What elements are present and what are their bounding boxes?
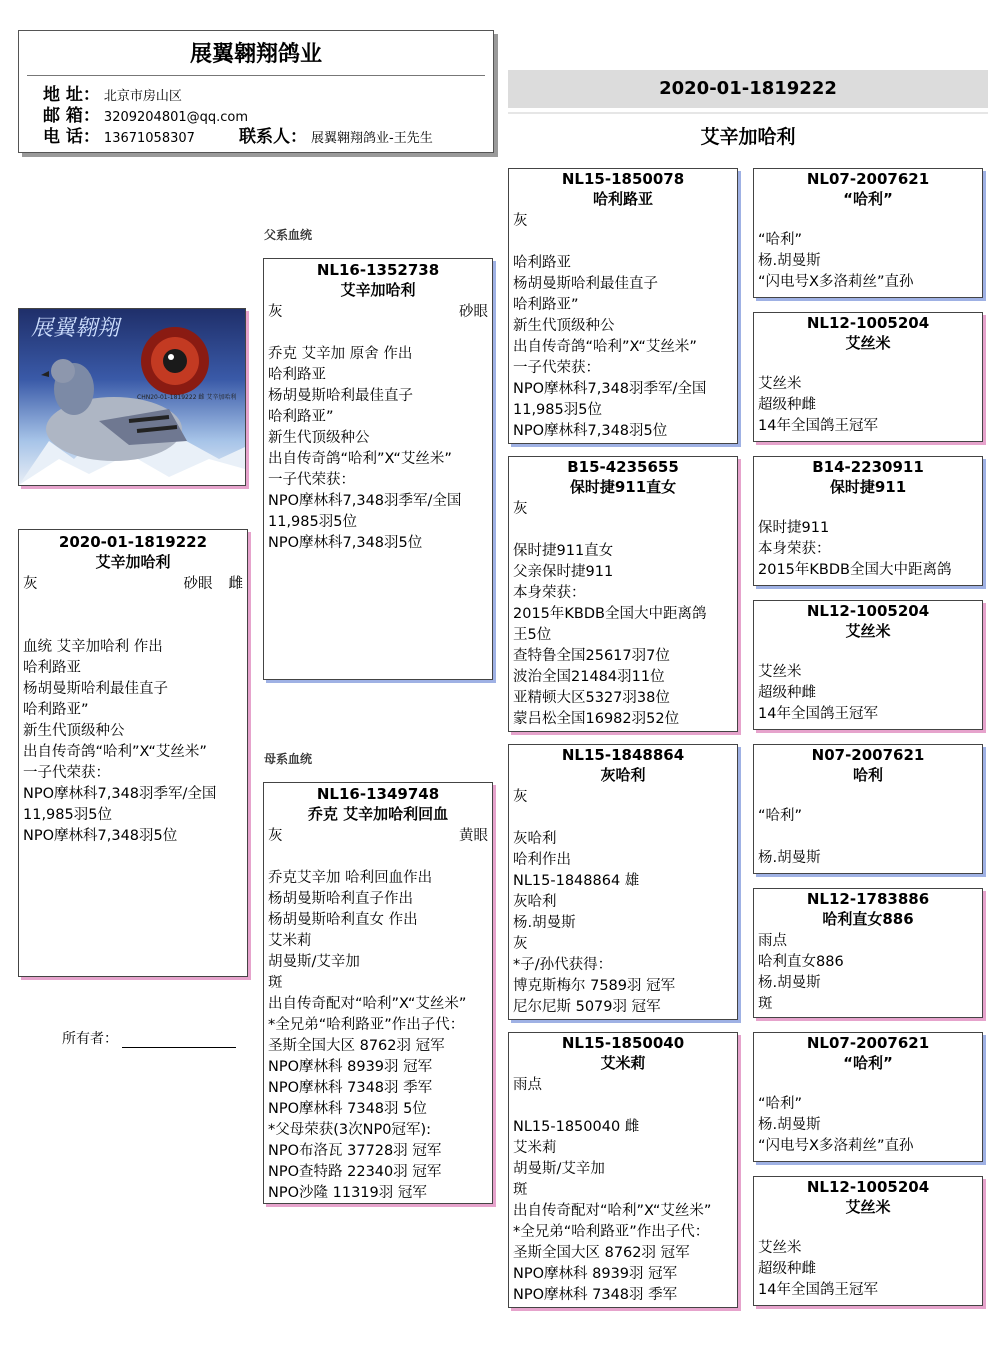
note-line: 保时捷911 [758,520,830,536]
note-line: 圣斯全国大区 8762羽 冠军 [268,1038,445,1054]
note-line: 超级种雌 [758,397,816,413]
note-line: 尼尔尼斯 5079羽 冠军 [513,999,661,1015]
subject-ring: 2020-01-1819222 [58,533,208,551]
note-line: 14年全国鸽王冠军 [758,1282,878,1298]
note-line: 哈利路亚” [23,702,89,718]
ggp-ring: NL12-1005204 [806,1178,930,1196]
note-line: “哈利” [758,232,803,248]
note-line: 圣斯全国大区 8762羽 冠军 [513,1245,690,1261]
photo-caption: CHN20-01-1819222 雌 艾辛加哈利 [137,394,237,401]
note-line: 杨胡曼斯哈利最佳直子 [23,681,168,697]
great-grandparent-card-2 [753,312,983,442]
note-line: 出自传奇鸽“哈利”X“艾丝米” [23,744,207,760]
dam-card [263,782,493,1204]
note-line: 血统 艾辛加哈利 作出 [23,639,163,655]
note-line: 蒙吕松全国16982羽52位 [513,711,680,727]
note-line: 博克斯梅尔 7589羽 冠军 [513,978,676,994]
great-grandparent-card-6 [753,888,983,1018]
note-line: 14年全国鸽王冠军 [758,418,878,434]
note-line: 杨胡曼斯哈利直子作出 [268,891,413,907]
sire-notes [264,344,492,554]
owner-signature-line[interactable] [122,1033,236,1048]
note-line: 新生代顶级种公 [268,430,370,446]
great-grandparent-card-7 [753,1032,983,1162]
address-label: 地 址： [43,85,100,105]
note-line: *父母荣获(3次NP0冠军): [268,1122,431,1138]
ggp-ring: N07-2007621 [811,746,925,764]
note-line: 亚精顿大区5327羽38位 [513,690,670,706]
note-line: 艾丝米 [758,1240,802,1256]
ggp-ring: NL07-2007621 [806,170,930,188]
header-card [18,30,494,153]
email-label: 邮 箱： [43,106,100,126]
contact-label: 联系人： [239,127,308,147]
gp-name: 艾米莉 [600,1054,646,1072]
owner-label: 所有者： [62,1031,118,1047]
note-line: 11,985羽5位 [268,514,357,530]
note-line: 出自传奇鸽“哈利”X“艾丝米” [513,339,697,355]
note-line: 一子代荣获： [513,360,600,376]
title-divider [508,112,988,114]
note-line: 雨点 [758,933,787,949]
address-row [43,85,182,107]
sire-name: 艾辛加哈利 [340,281,416,299]
note-line: 本身荣获： [758,541,831,557]
note-line: 杨.胡曼斯 [758,1117,821,1133]
grandparent-card-maternal-sire [508,744,738,1020]
sire-ring: NL16-1352738 [316,261,440,279]
note-line: NL15-1848864 雄 [513,873,640,889]
ggp-name: 艾丝米 [845,334,891,352]
note-line: 杨.胡曼斯 [758,253,821,269]
dam-ring: NL16-1349748 [316,785,440,803]
note-line: 胡曼斯/艾辛加 [268,954,360,970]
sire-line-label: 父系血统 [264,228,313,242]
great-grandparent-card-3 [753,456,983,586]
company-name: 展翼翱翔鸽业 [189,42,322,67]
note-line: 哈利路亚” [268,409,334,425]
photo-title-art: 展翼翱翔 [31,316,120,341]
note-line: 哈利直女886 [758,954,844,970]
great-grandparent-card-4 [753,600,983,730]
ggp-name: “哈利” [843,1054,893,1072]
note-line: *全兄弟“哈利路亚”作出子代： [513,1224,710,1240]
great-grandparent-card-5 [753,744,983,874]
note-line: NPO摩林科7,348羽5位 [513,423,668,439]
note-line: 出自传奇配对“哈利”X“艾丝米” [513,1203,712,1219]
email-value[interactable]: 3209204801@qq.com [103,110,249,125]
gp-ring: NL15-1850040 [561,1034,685,1052]
gp-name: 哈利路亚 [592,190,653,208]
note-line: *全兄弟“哈利路亚”作出子代： [268,1017,465,1033]
note-line: 艾米莉 [513,1140,557,1156]
gp-color: 灰 [513,501,528,517]
ggp-ring: NL12-1005204 [806,314,930,332]
sire-color: 灰 [268,304,283,320]
subject-name: 艾辛加哈利 [95,553,171,571]
dam-line-label: 母系血统 [264,752,313,766]
note-line: NPO摩林科 8939羽 冠军 [513,1266,678,1282]
note-line: 超级种雌 [758,1261,816,1277]
note-line: 2015年KBDB全国大中距离鸽 [758,562,952,578]
note-line: 乔克艾辛加 哈利回血作出 [268,870,433,886]
note-line: 艾丝米 [758,664,802,680]
ggp-ring: B14-2230911 [812,458,924,476]
great-grandparent-card-1 [753,168,983,298]
note-line: NPO摩林科7,348羽5位 [268,535,423,551]
note-line: NPO沙隆 11319羽 冠军 [268,1185,427,1201]
note-line: 胡曼斯/艾辛加 [513,1161,605,1177]
dam-notes [264,868,492,1204]
note-line: 杨.胡曼斯 [758,975,821,991]
ggp-name: 艾丝米 [845,1198,891,1216]
pigeon-photo [18,308,246,486]
note-line: NPO摩林科 7348羽 5位 [268,1101,427,1117]
phone-row [43,127,433,149]
note-line: 11,985羽5位 [513,402,602,418]
note-line: 斑 [268,975,283,991]
note-line: 本身荣获： [513,585,586,601]
note-line: 王5位 [513,627,552,643]
dam-name: 乔克 艾辛加哈利回血 [307,805,449,823]
note-line: 艾丝米 [758,376,802,392]
grandparent-card-maternal-dam [508,1032,738,1308]
ggp-name: 哈利直女886 [822,910,914,928]
note-line: 斑 [513,1182,528,1198]
ggp-ring: NL12-1005204 [806,602,930,620]
note-line: 灰 [513,936,528,952]
note-line: 查特鲁全国25617羽7位 [513,648,670,664]
phone-label: 电 话： [43,127,100,147]
pigeon-illustration [19,309,245,485]
note-line: 杨胡曼斯哈利最佳直子 [513,276,658,292]
ggp-ring: NL12-1783886 [806,890,930,908]
note-line: 哈利路亚” [513,297,579,313]
gp-color: 灰 [513,213,528,229]
note-line: NPO摩林科7,348羽季军/全国 [513,381,707,397]
phone-value: 13671058307 [103,131,195,146]
note-line: 杨胡曼斯哈利最佳直子 [268,388,413,404]
note-line: 杨胡曼斯哈利直女 作出 [268,912,418,928]
dam-eye: 黄眼 [459,828,488,844]
subject-sex: 雌 [228,576,243,592]
note-line: 艾米莉 [268,933,312,949]
note-line: “哈利” [758,808,803,824]
owner-field [62,1028,236,1048]
dam-attributes [264,826,492,847]
header-divider [27,75,485,76]
note-line: 一子代荣获： [23,765,110,781]
grandparent-card-paternal-sire [508,168,738,444]
ggp-name: 保时捷911 [829,478,907,496]
note-line: 灰哈利 [513,894,557,910]
note-line: 波治全国21484羽11位 [513,669,665,685]
note-line: 父亲保时捷911 [513,564,614,580]
dam-color: 灰 [268,828,283,844]
subject-color: 灰 [23,576,38,592]
note-line: NPO摩林科7,348羽5位 [23,828,178,844]
note-line: NL15-1850040 雌 [513,1119,640,1135]
note-line: “闪电号X多洛莉丝”直孙 [758,1138,914,1154]
gp-name: 保时捷911直女 [569,478,677,496]
note-line: 超级种雌 [758,685,816,701]
note-line: NPO摩林科 7348羽 季军 [513,1287,678,1303]
note-line: 新生代顶级种公 [513,318,615,334]
note-line: NPO布洛瓦 37728羽 冠军 [268,1143,442,1159]
note-line: “闪电号X多洛莉丝”直孙 [758,274,914,290]
note-line: 哈利作出 [513,852,571,868]
gp-ring: NL15-1850078 [561,170,685,188]
subject-attributes [19,574,247,595]
pedigree-pigeon-name: 艾辛加哈利 [700,126,796,148]
sire-card [263,258,493,680]
note-line: NPO摩林科7,348羽季军/全国 [268,493,462,509]
note-line: 斑 [758,996,773,1012]
note-line: 14年全国鸽王冠军 [758,706,878,722]
note-line: 哈利路亚 [23,660,81,676]
note-line: 11,985羽5位 [23,807,112,823]
ggp-name: “哈利” [843,190,893,208]
note-line: 出自传奇配对“哈利”X“艾丝米” [268,996,467,1012]
gp-ring: NL15-1848864 [561,746,685,764]
great-grandparent-card-8 [753,1176,983,1306]
note-line: 新生代顶级种公 [23,723,125,739]
grandparent-card-paternal-dam [508,456,738,732]
note-line: NPO摩林科7,348羽季军/全国 [23,786,217,802]
note-line: 杨.胡曼斯 [513,915,576,931]
note-line: 哈利路亚 [268,367,326,383]
gp-ring: B15-4235655 [567,458,679,476]
address-value: 北京市房山区 [103,89,182,104]
note-line: 哈利路亚 [513,255,571,271]
note-line: NPO摩林科 7348羽 季军 [268,1080,433,1096]
subject-eye: 砂眼 [183,576,213,592]
sire-eye: 砂眼 [459,304,488,320]
contact-value: 展翼翱翔鸽业-王先生 [311,131,433,146]
note-line: 一子代荣获： [268,472,355,488]
ggp-ring: NL07-2007621 [806,1034,930,1052]
gp-name: 灰哈利 [600,766,646,784]
pedigree-ring-number: 2020-01-1819222 [508,70,988,108]
note-line: *子/孙代获得： [513,957,613,973]
note-line: NPO查特路 22340羽 冠军 [268,1164,442,1180]
note-line: 杨.胡曼斯 [758,850,821,866]
note-line: 出自传奇鸽“哈利”X“艾丝米” [268,451,452,467]
note-line: 灰哈利 [513,831,557,847]
sire-attributes [264,302,492,323]
note-line: 乔克 艾辛加 原舍 作出 [268,346,413,362]
ggp-name: 哈利 [852,766,883,784]
note-line: 2015年KBDB全国大中距离鸽 [513,606,707,622]
ggp-name: 艾丝米 [845,622,891,640]
note-line [758,827,978,848]
note-line: “哈利” [758,1096,803,1112]
gp-color: 雨点 [513,1077,542,1093]
note-line: 保时捷911直女 [513,543,614,559]
subject-notes [19,637,247,847]
gp-color: 灰 [513,789,528,805]
subject-card [18,529,248,977]
email-row [43,106,248,128]
note-line: NPO摩林科 8939羽 冠军 [268,1059,433,1075]
